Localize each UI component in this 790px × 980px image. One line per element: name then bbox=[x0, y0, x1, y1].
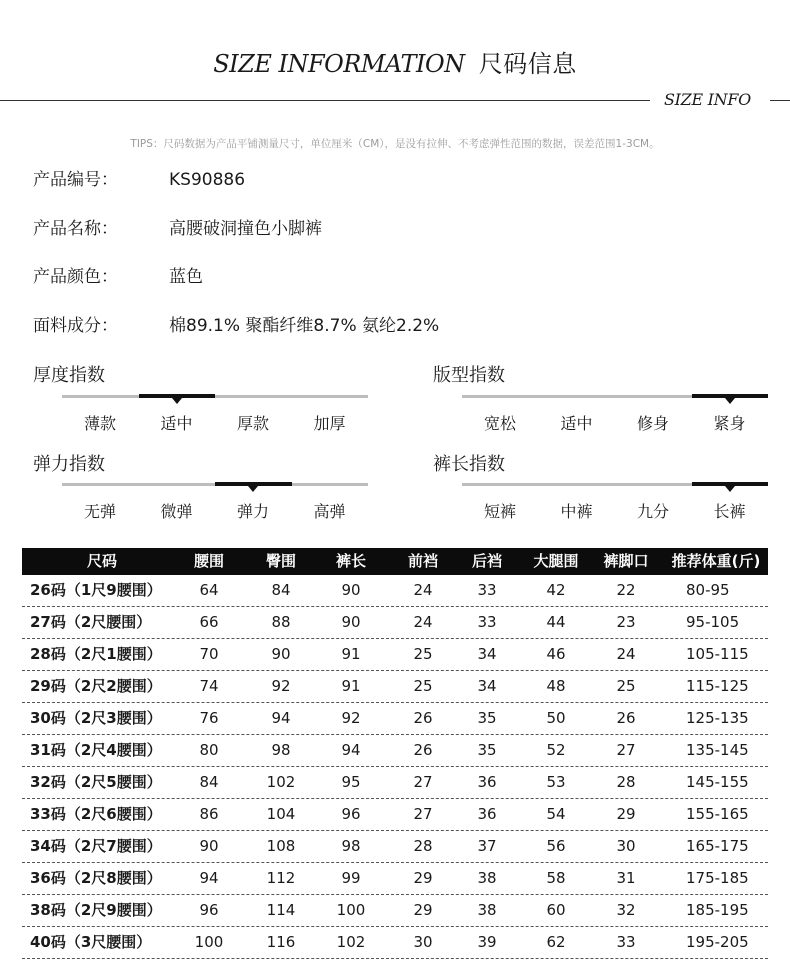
table-cell: 35 bbox=[477, 709, 497, 727]
scale-title-elasticity: 弹力指数 bbox=[33, 454, 105, 475]
table-cell: 29 bbox=[616, 805, 636, 823]
table-cell: 54 bbox=[546, 805, 566, 823]
table-cell: 84 bbox=[199, 773, 219, 791]
scale-option: 微弹 bbox=[160, 502, 193, 521]
scale-elasticity bbox=[62, 483, 368, 523]
table-row bbox=[22, 799, 768, 831]
column-header: 裤脚口 bbox=[603, 552, 649, 570]
table-cell: 38 bbox=[477, 901, 497, 919]
table-cell: 50 bbox=[546, 709, 566, 727]
size-label: 34码（2尺7腰围） bbox=[30, 837, 162, 855]
column-header: 大腿围 bbox=[533, 552, 579, 570]
scale-option: 适中 bbox=[160, 414, 193, 433]
size-label: 29码（2尺2腰围） bbox=[30, 677, 162, 695]
table-cell: 102 bbox=[266, 773, 296, 791]
scale-thickness bbox=[62, 395, 368, 435]
column-header: 前裆 bbox=[407, 552, 438, 570]
table-cell: 42 bbox=[546, 581, 566, 599]
page-title bbox=[0, 44, 790, 79]
scale-title-length: 裤长指数 bbox=[433, 454, 505, 475]
table-cell: 46 bbox=[546, 645, 566, 663]
table-cell: 125-135 bbox=[686, 709, 749, 727]
table-cell: 38 bbox=[477, 869, 497, 887]
table-cell: 26 bbox=[616, 709, 636, 727]
table-cell: 95 bbox=[341, 773, 361, 791]
table-cell: 26 bbox=[413, 709, 433, 727]
scale-option: 宽松 bbox=[483, 414, 516, 433]
table-cell: 27 bbox=[616, 741, 636, 759]
table-cell: 105-115 bbox=[686, 645, 749, 663]
table-cell: 94 bbox=[341, 741, 361, 759]
table-cell: 98 bbox=[271, 741, 291, 759]
table-row bbox=[22, 895, 768, 927]
table-cell: 56 bbox=[546, 837, 566, 855]
table-cell: 36 bbox=[477, 805, 497, 823]
table-cell: 44 bbox=[546, 613, 566, 631]
table-cell: 112 bbox=[266, 869, 296, 887]
scale-option: 高弹 bbox=[313, 502, 346, 521]
table-cell: 96 bbox=[199, 901, 219, 919]
column-header: 裤长 bbox=[335, 552, 366, 570]
table-cell: 30 bbox=[616, 837, 636, 855]
table-cell: 60 bbox=[546, 901, 566, 919]
table-cell: 80-95 bbox=[686, 581, 730, 599]
table-cell: 23 bbox=[616, 613, 636, 631]
scale-option: 适中 bbox=[560, 414, 593, 433]
scale-option: 弹力 bbox=[236, 502, 269, 521]
table-cell: 100 bbox=[336, 901, 366, 919]
info-row-name bbox=[33, 217, 322, 241]
info-label: 面料成分： bbox=[33, 316, 118, 336]
table-cell: 95-105 bbox=[686, 613, 740, 631]
title-english: SIZE INFORMATION bbox=[213, 50, 465, 78]
table-row bbox=[22, 767, 768, 799]
scale-option: 九分 bbox=[636, 502, 669, 521]
table-cell: 36 bbox=[477, 773, 497, 791]
scale-option: 短裤 bbox=[483, 502, 516, 521]
table-cell: 114 bbox=[266, 901, 296, 919]
info-label: 产品颜色： bbox=[33, 267, 118, 287]
table-cell: 98 bbox=[341, 837, 361, 855]
table-cell: 84 bbox=[271, 581, 291, 599]
table-cell: 48 bbox=[546, 677, 566, 695]
table-row bbox=[22, 735, 768, 767]
table-cell: 33 bbox=[477, 581, 497, 599]
table-cell: 92 bbox=[271, 677, 291, 695]
table-row bbox=[22, 863, 768, 895]
table-cell: 28 bbox=[413, 837, 433, 855]
column-header: 推荐体重(斤) bbox=[671, 552, 761, 570]
scale-pointer-icon bbox=[725, 398, 735, 404]
info-row-color bbox=[33, 265, 203, 289]
table-cell: 99 bbox=[341, 869, 361, 887]
info-row-fabric bbox=[33, 314, 439, 338]
scale-pointer-icon bbox=[248, 486, 258, 492]
scale-option: 紧身 bbox=[713, 414, 746, 433]
table-cell: 91 bbox=[341, 645, 361, 663]
table-cell: 30 bbox=[413, 933, 433, 951]
table-cell: 94 bbox=[199, 869, 219, 887]
size-label: 28码（2尺1腰围） bbox=[30, 645, 162, 663]
scale-length bbox=[462, 483, 768, 523]
table-cell: 25 bbox=[413, 677, 433, 695]
table-cell: 90 bbox=[199, 837, 219, 855]
table-body bbox=[22, 575, 768, 959]
table-cell: 25 bbox=[616, 677, 636, 695]
column-header: 后裆 bbox=[471, 552, 502, 570]
table-cell: 165-175 bbox=[686, 837, 749, 855]
table-cell: 94 bbox=[271, 709, 291, 727]
info-value: 棉89.1% 聚酯纤维8.7% 氨纶2.2% bbox=[169, 316, 440, 336]
size-label: 36码（2尺8腰围） bbox=[30, 869, 162, 887]
scale-fit bbox=[462, 395, 768, 435]
size-label: 30码（2尺3腰围） bbox=[30, 709, 162, 727]
table-cell: 58 bbox=[546, 869, 566, 887]
table-cell: 34 bbox=[477, 677, 497, 695]
table-cell: 116 bbox=[266, 933, 296, 951]
table-row bbox=[22, 927, 768, 959]
info-value: 蓝色 bbox=[169, 267, 203, 287]
subtitle: SIZE INFO bbox=[664, 90, 752, 109]
header-divider-right bbox=[770, 100, 790, 101]
scale-title-fit: 版型指数 bbox=[433, 365, 505, 386]
table-cell: 185-195 bbox=[686, 901, 749, 919]
size-label: 38码（2尺9腰围） bbox=[30, 901, 162, 919]
table-row bbox=[22, 607, 768, 639]
scale-track bbox=[62, 395, 368, 398]
info-value: KS90886 bbox=[169, 170, 246, 190]
column-header: 尺码 bbox=[86, 552, 117, 570]
table-cell: 66 bbox=[199, 613, 219, 631]
scale-title-thickness: 厚度指数 bbox=[33, 365, 105, 386]
header-divider-left bbox=[0, 100, 650, 101]
info-value: 高腰破洞撞色小脚裤 bbox=[169, 219, 322, 239]
table-cell: 100 bbox=[194, 933, 224, 951]
size-label: 33码（2尺6腰围） bbox=[30, 805, 162, 823]
table-cell: 37 bbox=[477, 837, 497, 855]
table-cell: 90 bbox=[271, 645, 291, 663]
table-cell: 64 bbox=[199, 581, 219, 599]
table-row bbox=[22, 639, 768, 671]
title-chinese: 尺码信息 bbox=[478, 50, 577, 78]
table-cell: 28 bbox=[616, 773, 636, 791]
table-cell: 33 bbox=[616, 933, 636, 951]
info-label: 产品名称： bbox=[33, 219, 118, 239]
table-cell: 80 bbox=[199, 741, 219, 759]
table-cell: 31 bbox=[616, 869, 636, 887]
table-cell: 32 bbox=[616, 901, 636, 919]
table-cell: 86 bbox=[199, 805, 219, 823]
table-cell: 24 bbox=[413, 581, 433, 599]
table-cell: 29 bbox=[413, 901, 433, 919]
table-cell: 92 bbox=[341, 709, 361, 727]
table-cell: 24 bbox=[413, 613, 433, 631]
table-row bbox=[22, 703, 768, 735]
table-cell: 90 bbox=[341, 581, 361, 599]
scale-option: 薄款 bbox=[83, 414, 116, 433]
scale-option: 无弹 bbox=[83, 502, 116, 521]
table-cell: 27 bbox=[413, 805, 433, 823]
scale-option: 加厚 bbox=[313, 414, 346, 433]
table-cell: 39 bbox=[477, 933, 497, 951]
scale-pointer-icon bbox=[725, 486, 735, 492]
table-cell: 24 bbox=[616, 645, 636, 663]
table-cell: 96 bbox=[341, 805, 361, 823]
table-cell: 102 bbox=[336, 933, 366, 951]
size-label: 27码（2尺腰围） bbox=[30, 613, 152, 631]
table-cell: 33 bbox=[477, 613, 497, 631]
table-row bbox=[22, 831, 768, 863]
table-cell: 104 bbox=[266, 805, 296, 823]
table-row bbox=[22, 575, 768, 607]
table-cell: 195-205 bbox=[686, 933, 749, 951]
column-header: 臀围 bbox=[265, 552, 296, 570]
info-row-code bbox=[33, 168, 245, 192]
table-cell: 70 bbox=[199, 645, 219, 663]
scale-option: 厚款 bbox=[236, 414, 269, 433]
scale-pointer-icon bbox=[172, 398, 182, 404]
table-cell: 25 bbox=[413, 645, 433, 663]
tips-note: TIPS：尺码数据为产品平铺测量尺寸，单位厘米（CM），是没有拉伸、不考虑弹性范围的数据，误差范围1-3CM。 bbox=[130, 138, 660, 150]
table-cell: 27 bbox=[413, 773, 433, 791]
column-header: 腰围 bbox=[193, 552, 224, 570]
table-cell: 34 bbox=[477, 645, 497, 663]
table-cell: 35 bbox=[477, 741, 497, 759]
table-cell: 22 bbox=[616, 581, 636, 599]
table-cell: 53 bbox=[546, 773, 566, 791]
table-cell: 175-185 bbox=[686, 869, 749, 887]
table-cell: 155-165 bbox=[686, 805, 749, 823]
size-label: 40码（3尺腰围） bbox=[30, 933, 152, 951]
table-row bbox=[22, 671, 768, 703]
table-header bbox=[22, 548, 768, 575]
size-table bbox=[22, 548, 768, 959]
size-label: 31码（2尺4腰围） bbox=[30, 741, 162, 759]
table-cell: 115-125 bbox=[686, 677, 749, 695]
size-label: 32码（2尺5腰围） bbox=[30, 773, 162, 791]
info-label: 产品编号： bbox=[33, 170, 118, 190]
table-cell: 76 bbox=[199, 709, 219, 727]
table-cell: 91 bbox=[341, 677, 361, 695]
table-cell: 74 bbox=[199, 677, 219, 695]
size-label: 26码（1尺9腰围） bbox=[30, 581, 162, 599]
table-cell: 26 bbox=[413, 741, 433, 759]
table-cell: 108 bbox=[266, 837, 296, 855]
scale-option: 长裤 bbox=[713, 502, 746, 521]
scale-option: 修身 bbox=[636, 414, 669, 433]
table-cell: 135-145 bbox=[686, 741, 749, 759]
table-cell: 29 bbox=[413, 869, 433, 887]
scale-option: 中裤 bbox=[560, 502, 593, 521]
table-cell: 62 bbox=[546, 933, 566, 951]
table-cell: 90 bbox=[341, 613, 361, 631]
table-cell: 88 bbox=[271, 613, 291, 631]
table-cell: 145-155 bbox=[686, 773, 749, 791]
table-cell: 52 bbox=[546, 741, 566, 759]
